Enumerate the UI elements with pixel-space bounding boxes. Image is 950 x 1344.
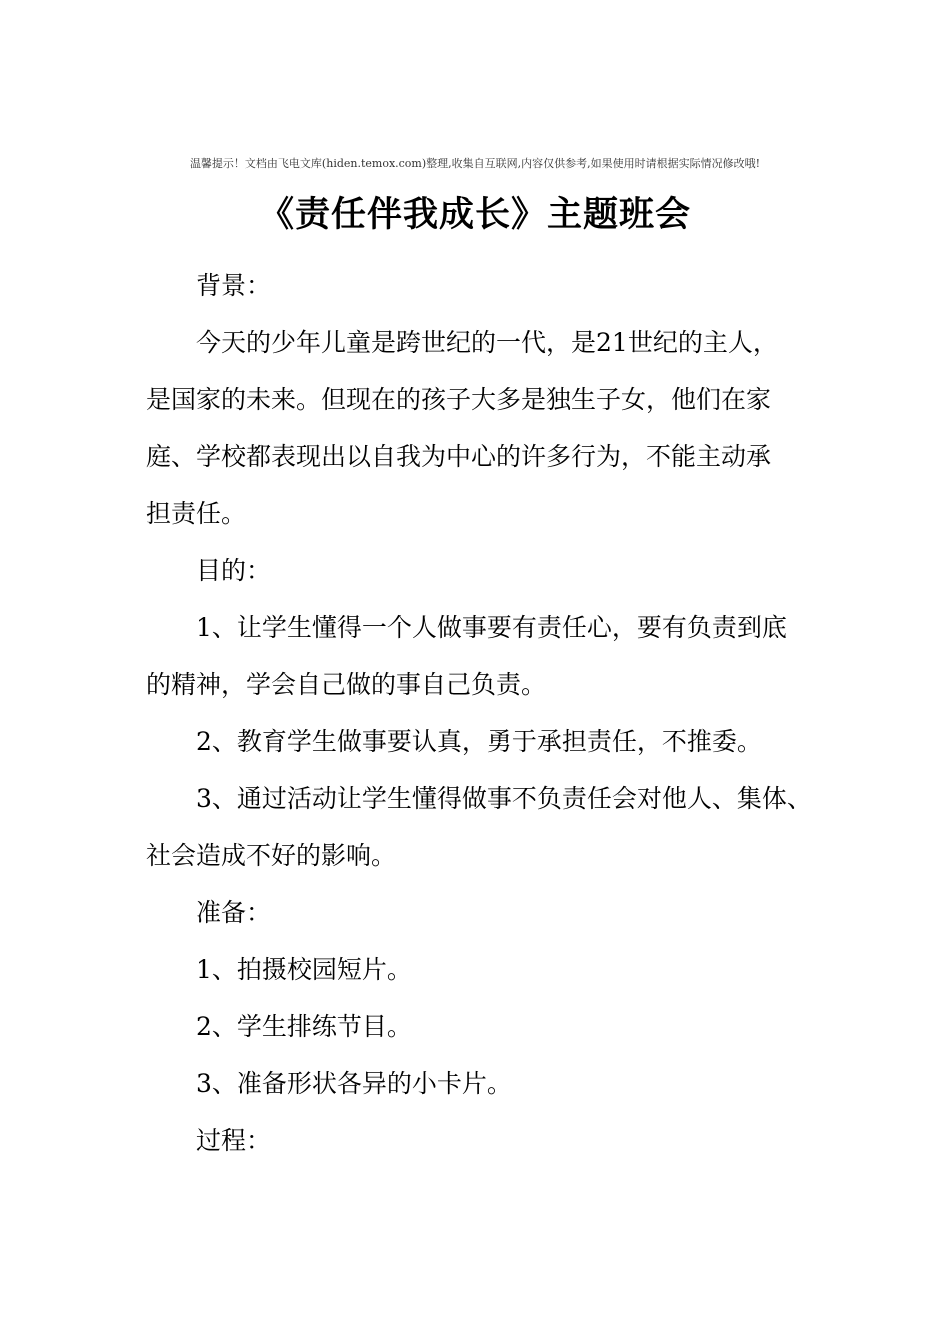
heading-background: 背景： [196,271,272,300]
heading-process: 过程： [196,1126,272,1155]
list-item: 2、学生排练节目。 [196,1012,412,1041]
paragraph-line: 今天的少年儿童是跨世纪的一代，是21世纪的主人， [196,328,778,357]
list-item: 1、让学生懂得一个人做事要有责任心，要有负责到底 [196,613,787,642]
paragraph-line: 庭、学校都表现出以自我为中心的许多行为，不能主动承 [146,442,772,471]
document-title: 《责任伴我成长》主题班会 [258,194,691,235]
list-item: 3、准备形状各异的小卡片。 [196,1069,512,1098]
paragraph-line: 担责任。 [146,499,247,528]
list-item-continued: 社会造成不好的影响。 [146,841,397,870]
download-notice: 温馨提示！文档由飞电文库(hiden.temox.com)整理,收集自互联网,内容仅供参考,如果使用时请根据实际情况修改哦! [189,157,761,170]
list-item: 2、教育学生做事要认真，勇于承担责任，不推委。 [196,727,762,756]
heading-purpose: 目的： [196,556,272,585]
paragraph-line: 是国家的未来。但现在的孩子大多是独生子女，他们在家 [146,385,772,414]
list-item: 3、通过活动让学生懂得做事不负责任会对他人、集体、 [196,784,812,813]
list-item-continued: 的精神，学会自己做的事自己负责。 [146,670,547,699]
list-item: 1、拍摄校园短片。 [196,955,412,984]
heading-preparation: 准备： [196,898,272,927]
